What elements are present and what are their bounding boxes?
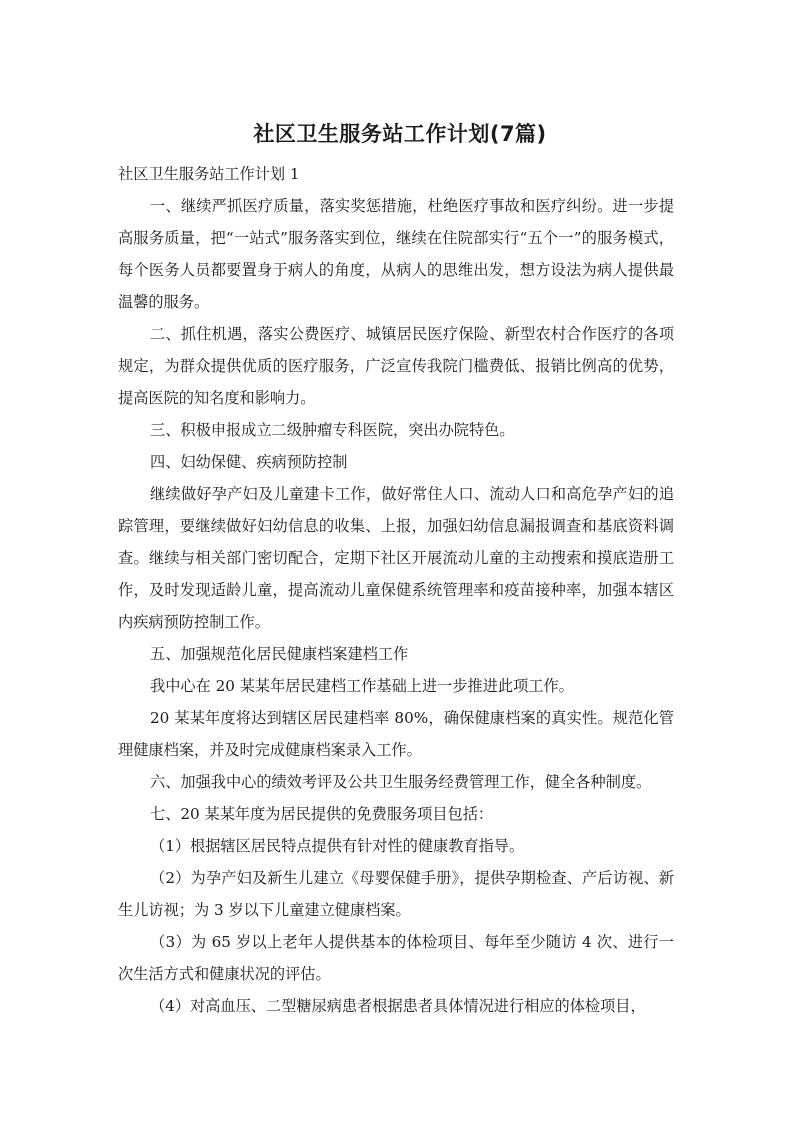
paragraph: 继续做好孕产妇及儿童建卡工作，做好常住人口、流动人口和高危孕产妇的追踪管理，要继续做好妇幼信息的收集、上报，加强妇幼信息漏报调查和基底资料调查。继续与相关部门密切配合，定期下社区开展流动儿童的主动搜索和摸底造册工作，及时发现适龄儿童，提高流动儿童保健系统管理率和疫苗接种率，加强本辖区内疾病预防控制工作。: [118, 485, 674, 631]
list-item: （3）为 65 岁以上老年人提供基本的体检项目、每年至少随访 4 次、进行一次生活方式和健康状况的评估。: [118, 933, 674, 983]
list-item: （2）为孕产妇及新生儿建立《母婴保健手册》，提供孕期检查、产后访视、新生儿访视；为 3 岁以下儿童建立健康档案。: [118, 869, 674, 919]
document-body: [118, 158, 674, 1022]
paragraph: 七、20 某某年度为居民提供的免费服务项目包括：: [150, 805, 494, 823]
paragraph: 一、继续严抓医疗质量，落实奖惩措施，杜绝医疗事故和医疗纠纷。进一步提高服务质量，把“一站式”服务落实到位，继续在住院部实行“五个一”的服务模式，每个医务人员都要置身于病人的角度，从病人的思维出发，想方设法为病人提供最温馨的服务。: [118, 197, 674, 311]
paragraph: 三、积极申报成立二级肿瘤专科医院，突出办院特色。: [150, 421, 515, 439]
paragraph: 二、抓住机遇，落实公费医疗、城镇居民医疗保险、新型农村合作医疗的各项规定，为群众提供优质的医疗服务，广泛宣传我院门槛费低、报销比例高的优势，提高医院的知名度和影响力。: [118, 325, 674, 407]
paragraph: 20 某某年度将达到辖区居民建档率 80%，确保健康档案的真实性。规范化管理健康档案，并及时完成健康档案录入工作。: [118, 709, 674, 759]
paragraph: 六、加强我中心的绩效考评及公共卫生服务经费管理工作，健全各种制度。: [150, 773, 652, 791]
list-item: （4）对高血压、二型糖尿病患者根据患者具体情况进行相应的体检项目，: [150, 997, 646, 1015]
paragraph: 我中心在 20 某某年居民建档工作基础上进一步推进此项工作。: [150, 677, 574, 695]
paragraph: 五、加强规范化居民健康档案建档工作: [150, 645, 409, 663]
paragraph: 四、妇幼保健、疾病预防控制: [150, 453, 348, 471]
list-item: （1）根据辖区居民特点提供有针对性的健康教育指导。: [150, 837, 525, 855]
document-title: 社区卫生服务站工作计划(7篇): [253, 122, 547, 146]
section-heading: 社区卫生服务站工作计划 1: [118, 165, 300, 183]
